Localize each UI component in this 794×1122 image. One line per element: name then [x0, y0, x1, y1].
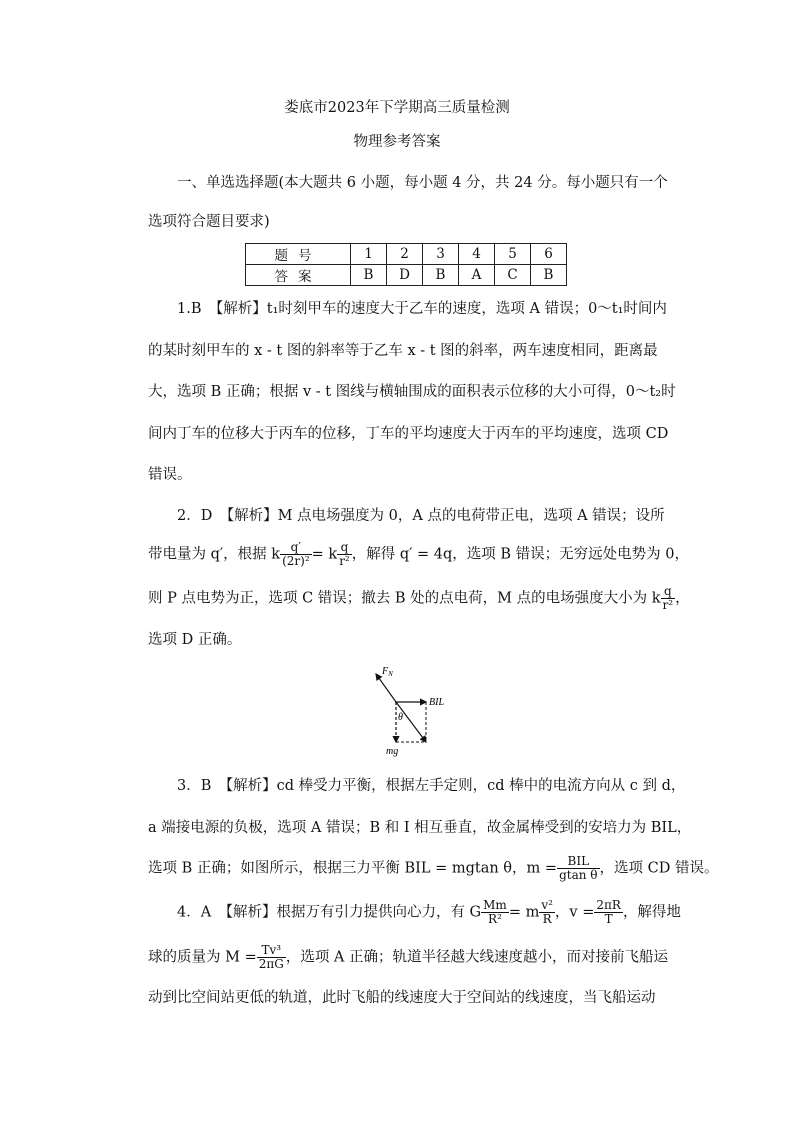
- table-cell: 6: [531, 244, 567, 265]
- table-cell: 5: [495, 244, 531, 265]
- q1-line: 错误。: [148, 467, 192, 483]
- fraction-denominator: (2r)²: [282, 554, 310, 568]
- fraction: [337, 541, 352, 568]
- fraction-numerator: q: [661, 585, 676, 599]
- fraction-denominator: gtan θ: [559, 868, 598, 882]
- fraction: [257, 944, 286, 971]
- q4-line: [148, 944, 668, 971]
- table-cell: C: [495, 265, 531, 286]
- q2-text: 则 P 点电势为正，选项 C 错误；撤去 B 处的点电荷，M 点的电场强度大小为 k: [148, 590, 661, 607]
- fraction: [594, 899, 623, 926]
- fraction-denominator: T: [604, 912, 613, 926]
- fn-label: $F_N$: [382, 666, 393, 678]
- table-cell: 2: [387, 244, 423, 265]
- q4-line: [177, 899, 681, 926]
- fraction-denominator: R²: [488, 912, 502, 926]
- q2-text: = k: [311, 546, 338, 563]
- answer-table: [245, 243, 567, 286]
- q3-line: a 端接电源的负极，选项 A 错误；B 和 I 相互垂直，故金属棒受到的安培力为 BIL，: [148, 820, 692, 836]
- q4-text: ，选项 A 正确；轨道半径越大线速度越小，而对接前飞船运: [285, 949, 669, 966]
- q4-text: 球的质量为 M =: [148, 949, 257, 966]
- fraction: [557, 855, 599, 882]
- fraction-numerator: 2πR: [596, 898, 621, 912]
- q2-line: 选项 D 正确。: [148, 632, 242, 648]
- table-cell: 1: [351, 244, 387, 265]
- q4-text: ，v =: [554, 904, 595, 921]
- fraction-numerator: Tv³: [257, 944, 286, 958]
- fraction: [539, 899, 555, 926]
- table-cell: B: [423, 265, 459, 286]
- q2-line: [148, 541, 689, 568]
- q1-line: 的某时刻甲车的 x - t 图的斜率等于乙车 x - t 图的斜率，两车速度相同，距离最: [148, 343, 658, 359]
- section-heading-line1: 一、单选选择题(本大题共 6 小题，每小题 4 分，共 24 分。每小题只有一个: [177, 175, 668, 191]
- q3-line: [148, 855, 718, 882]
- section-heading-line2: 选项符合题目要求): [148, 214, 270, 230]
- table-cell: B: [351, 265, 387, 286]
- q4-text: 4．A 【解析】根据万有引力提供向心力，有 G: [177, 904, 482, 921]
- mg-label: mg: [386, 746, 399, 757]
- fraction-numerator: Mm: [483, 898, 507, 912]
- q2-text: ，: [675, 590, 690, 607]
- fraction-numerator: q: [337, 541, 352, 555]
- q1-line: 1.B 【解析】t₁时刻甲车的速度大于乙车的速度，选项 A 错误；0～t₁时间内: [177, 301, 667, 317]
- q3-text: ，选项 CD 错误。: [599, 860, 719, 877]
- fraction: [661, 585, 676, 612]
- q4-text: = m: [508, 904, 540, 921]
- table-row-label: 答案: [246, 265, 351, 286]
- q4-text: ，解得地: [622, 904, 681, 921]
- q2-text: ，解得 q′ = 4q，选项 B 错误；无穷远处电势为 0，: [351, 546, 689, 563]
- fraction-denominator: r²: [662, 598, 674, 612]
- fraction-denominator: 2πG: [258, 957, 284, 971]
- table-cell: B: [531, 265, 567, 286]
- table-row: [246, 244, 567, 265]
- q3-line: 3．B 【解析】cd 棒受力平衡，根据左手定则，cd 棒中的电流方向从 c 到 d，: [177, 778, 686, 794]
- exam-title: 娄底市2023年下学期高三质量检测: [284, 100, 510, 116]
- q2-line: [148, 585, 690, 612]
- theta-label: θ: [398, 712, 403, 723]
- fraction-numerator: BIL: [557, 855, 599, 869]
- table-cell: D: [387, 265, 423, 286]
- force-diagram: [362, 660, 462, 760]
- exam-subtitle: 物理参考答案: [353, 134, 441, 150]
- table-cell: A: [459, 265, 495, 286]
- fraction-denominator: r²: [339, 554, 350, 568]
- q2-line: 2．D 【解析】M 点电场强度为 0，A 点的电荷带正电，选项 A 错误；设所: [177, 508, 665, 524]
- normal-force-arrow: [376, 674, 396, 702]
- fraction-denominator: R: [542, 912, 552, 926]
- fraction: [481, 899, 509, 926]
- fraction: [280, 541, 312, 568]
- table-cell: 4: [459, 244, 495, 265]
- q4-line: 动到比空间站更低的轨道，此时飞船的线速度大于空间站的线速度，当飞船运动: [148, 990, 656, 1006]
- fraction-numerator: q′: [280, 541, 312, 555]
- table-row: [246, 265, 567, 286]
- table-row-label: 题号: [246, 244, 351, 265]
- q3-text: 选项 B 正确；如图所示，根据三力平衡 BIL = mgtan θ，m =: [148, 860, 558, 877]
- q1-line: 大，选项 B 正确；根据 v - t 图线与横轴围成的面积表示位移的大小可得，0～t₂时: [148, 384, 676, 400]
- q1-line: 间内丁车的位移大于丙车的位移，丁车的平均速度大于丙车的平均速度，选项 CD: [148, 426, 669, 442]
- table-cell: 3: [423, 244, 459, 265]
- fraction-numerator: v²: [541, 898, 553, 912]
- q2-text: 带电量为 q′，根据 k: [148, 546, 281, 563]
- bil-label: BIL: [429, 697, 444, 708]
